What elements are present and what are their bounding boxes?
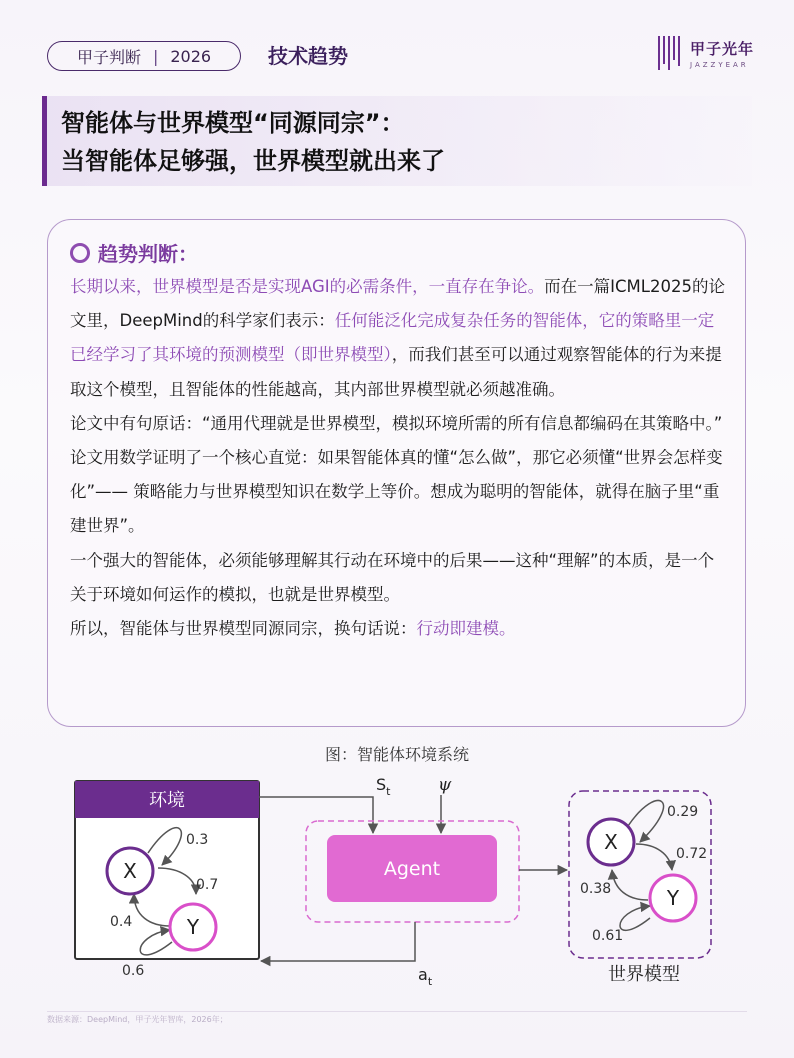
pill-separator: | (152, 46, 159, 66)
body-text: 而在一篇ICML2025的论文里，DeepMind的科学家们表示： (70, 277, 725, 331)
paragraph-3: 论文用数学证明了一个核心直觉：如果智能体真的懂“怎么做”，那它必须懂“世界会怎样变化”—— 策略能力与世界模型知识在数学上等价。想成为聪明的智能体，就得在脑子里“重建世界”。 (70, 448, 723, 536)
wm-node-y-label: Y (666, 886, 680, 910)
logo-mark-icon (658, 36, 682, 70)
highlight-text: 行动即建模。 (416, 619, 516, 639)
logo-text-cn: 甲子光年 (690, 39, 755, 58)
footer-divider (47, 1011, 747, 1012)
action-label: $a_t$ (418, 965, 433, 988)
body-text: ，而我们甚至可以通过观察智能体的行为来提取这个模型，且智能体的性能越高，其内部世界模型就必须越准确。 (70, 345, 722, 399)
wm-prob-xx: 0.29 (667, 804, 699, 820)
env-node-x-label: X (123, 859, 137, 883)
agent-label: Agent (383, 858, 441, 880)
title-block (42, 96, 752, 186)
footer-source: 数据来源：DeepMind，甲子光年智库，2026年； (47, 1015, 228, 1024)
wm-prob-yx: 0.38 (580, 881, 612, 897)
env-prob-xx: 0.3 (186, 832, 209, 848)
logo (658, 36, 754, 70)
agent-environment-diagram (0, 760, 794, 1000)
section-tag: 技术趋势 (268, 44, 348, 68)
env-prob-xy: 0.7 (196, 877, 219, 893)
highlight-text: 任何能泛化完成复杂任务的智能体，它的策略里一定已经学习了其环境的预测模型（即世界模型） (70, 311, 715, 365)
environment-box (75, 781, 259, 979)
env-prob-yy: 0.6 (122, 963, 145, 979)
wm-node-x-label: X (604, 830, 618, 854)
paragraph-4: 一个强大的智能体，必须能够理解其行动在环境中的后果——这种“理解”的本质，是一个关于环境如何运作的模拟，也就是世界模型。 (70, 550, 715, 604)
card-heading (70, 238, 198, 267)
world-model-title: 世界模型 (608, 964, 680, 985)
env-prob-yx: 0.4 (110, 914, 133, 930)
title-line-2: 当智能体足够强，世界模型就出来了 (61, 147, 445, 175)
psi-label: ψ (438, 775, 452, 795)
highlight-text: 长期以来，世界模型是否是实现AGI的必需条件，一直存在争论。 (70, 277, 545, 296)
wm-prob-xy: 0.72 (676, 846, 708, 862)
state-arrow (259, 797, 373, 833)
wm-prob-yy: 0.61 (592, 928, 624, 944)
environment-title: 环境 (149, 790, 185, 811)
env-node-y-label: Y (186, 915, 200, 939)
world-model-box (569, 791, 711, 958)
ring-bullet-icon (70, 243, 90, 263)
paragraph-1 (70, 270, 730, 407)
body-text: 所以，智能体与世界模型同源同宗，换句话说： (70, 619, 417, 639)
brand-pill (47, 41, 241, 71)
paragraph-5 (70, 612, 730, 646)
year-label: 2026 (170, 46, 212, 66)
figure-caption: 图：智能体环境系统 (324, 745, 469, 764)
trend-card (47, 219, 746, 727)
brand-label: 甲子判断 (76, 47, 141, 67)
paragraph-2: 论文中有句原话：“通用代理就是世界模型，模拟环境所需的所有信息都编码在其策略中。” (70, 413, 723, 433)
logo-text-en: JAZZYEAR (690, 60, 749, 69)
title-line-1: 智能体与世界模型“同源同宗”： (61, 109, 405, 137)
state-label: $S_t$ (376, 775, 391, 798)
card-heading-text: 趋势判断： (98, 242, 198, 266)
card-body (70, 270, 730, 646)
action-arrow (261, 922, 415, 961)
